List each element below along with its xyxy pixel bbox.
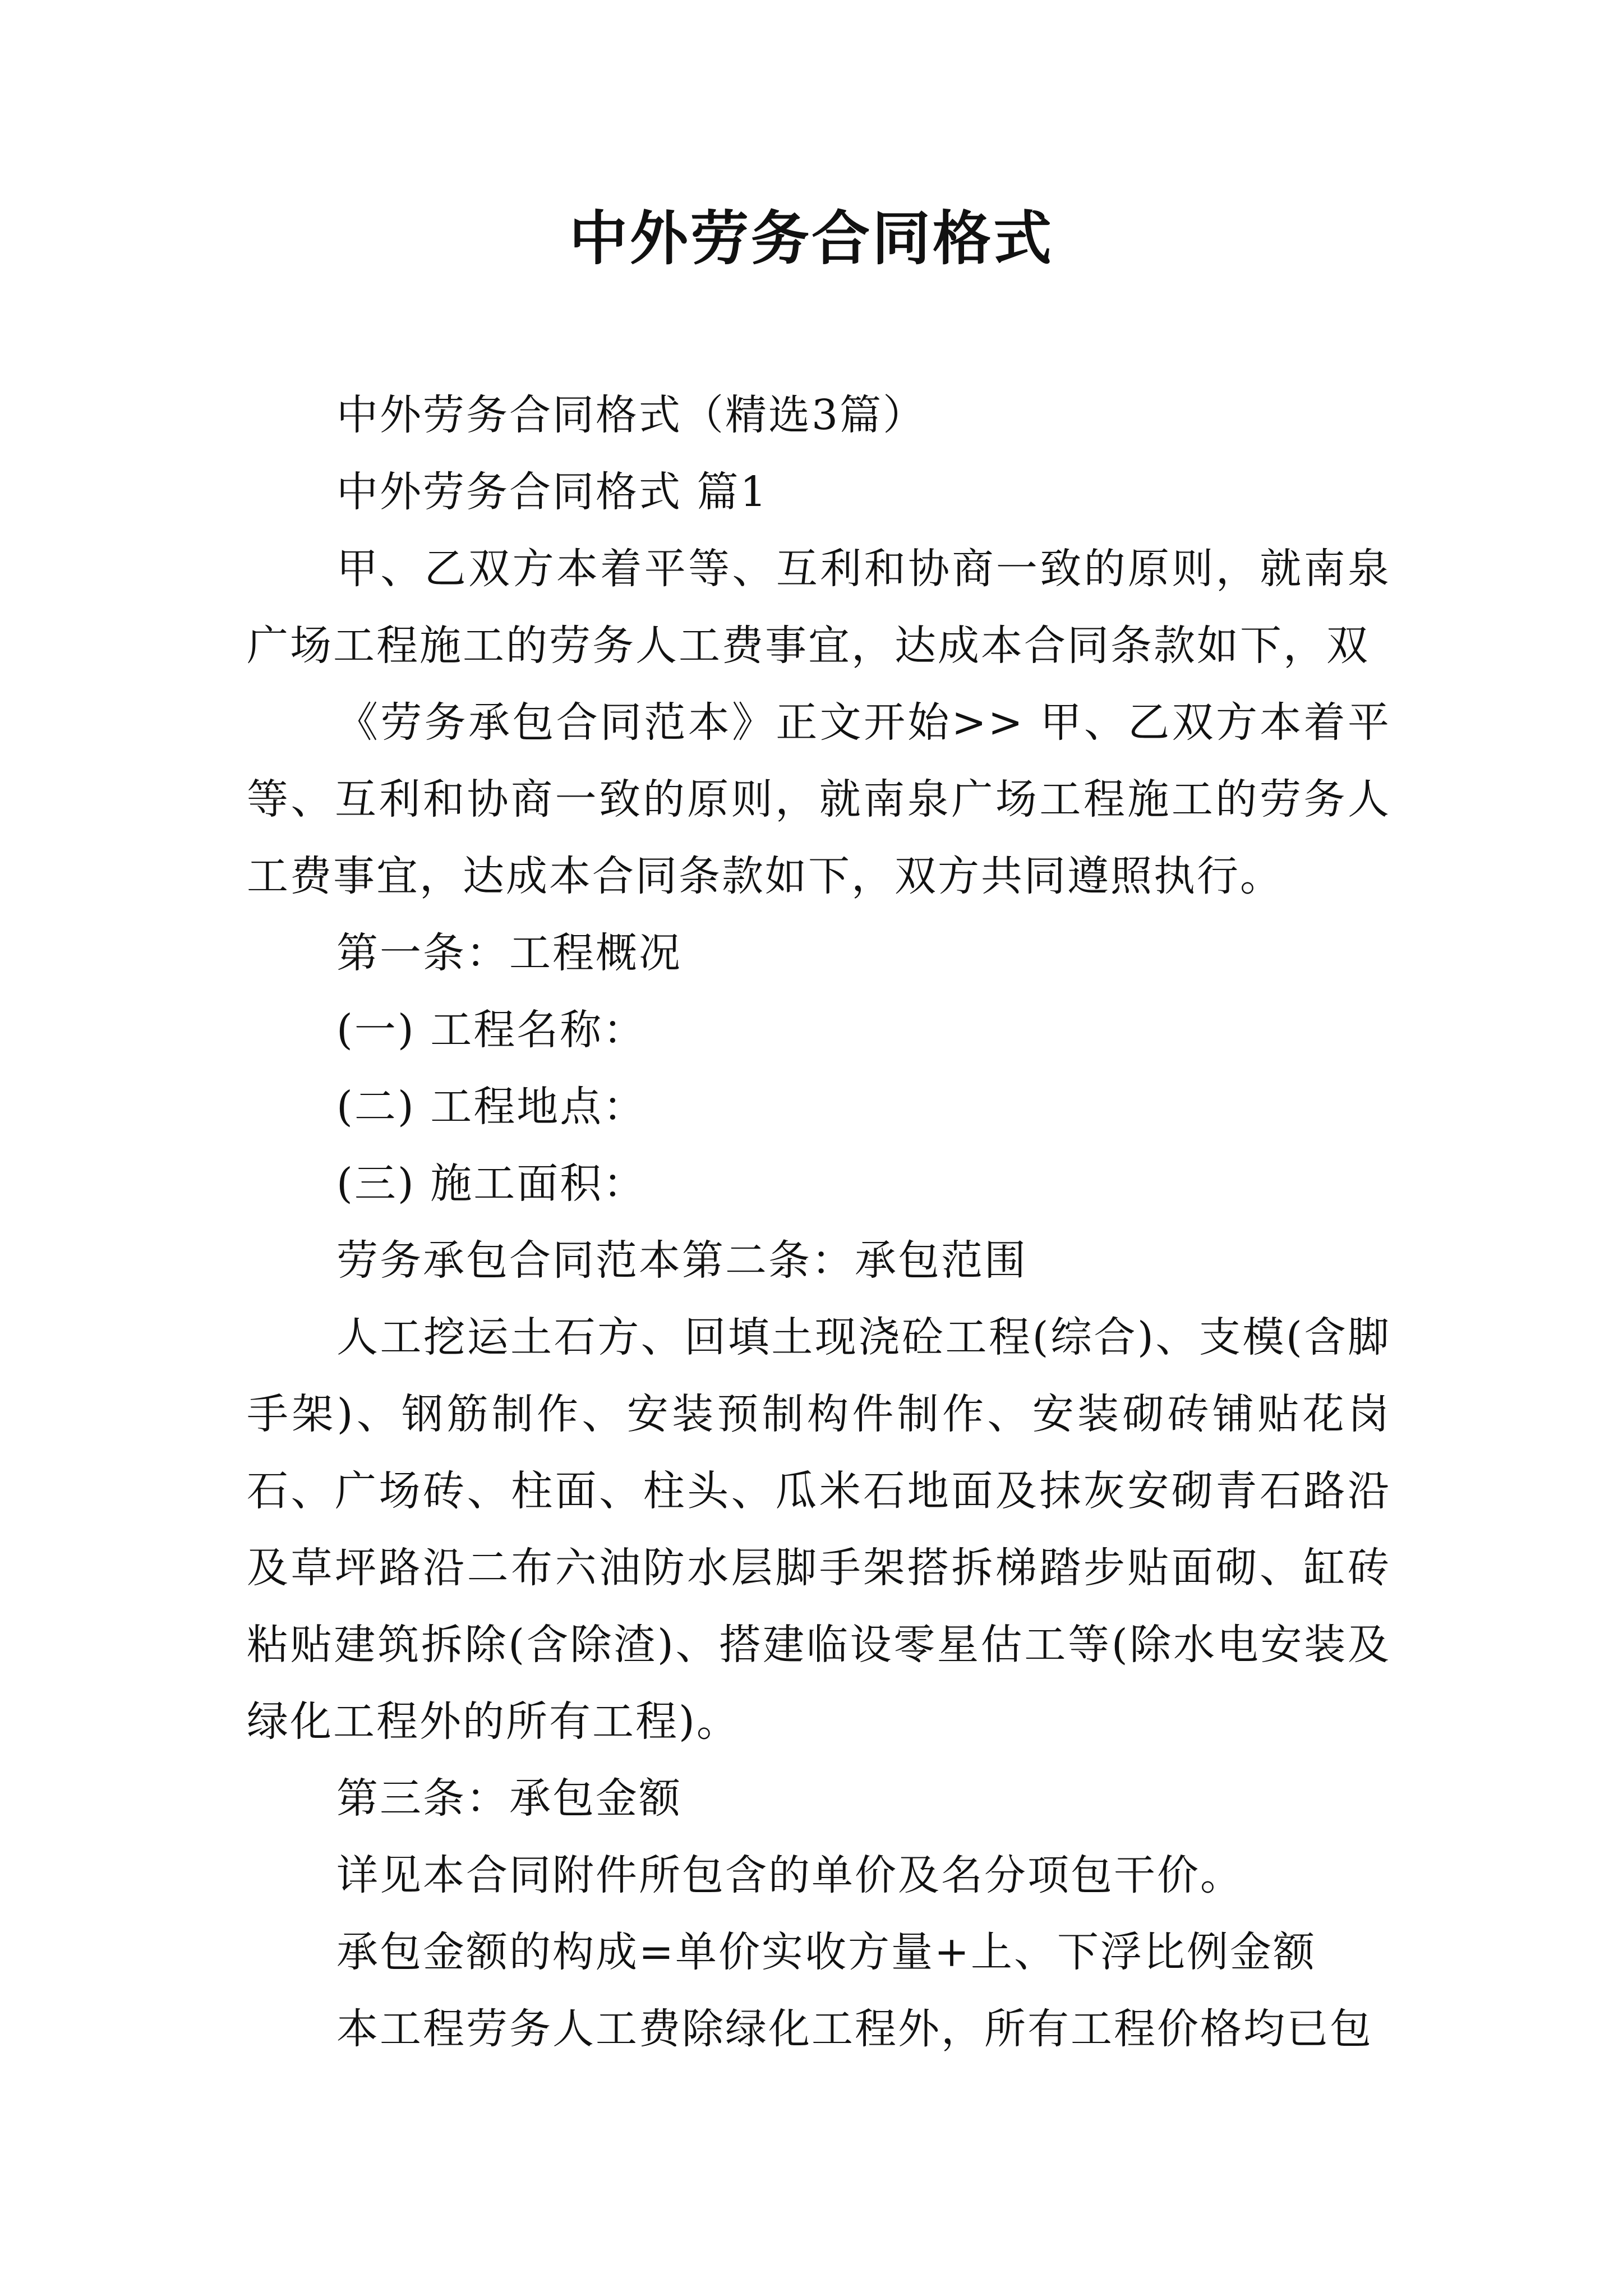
article-heading: 第三条：承包金额 bbox=[336, 1774, 682, 1823]
paragraph-section-heading: 中外劳务合同格式 篇1 bbox=[336, 468, 768, 516]
list-item: (一) 工程名称： bbox=[336, 1006, 647, 1054]
document-title: 中外劳务合同格式 bbox=[569, 204, 1054, 273]
paragraph: 人工挖运土石方、回填土现浇砼工程(综合)、支模(含脚手架)、钢筋制作、安装预制构件制作、安装砌砖铺贴花岗石、广场砖、柱面、柱头、瓜米石地面及抹灰安砌青石路沿及草坪路沿二布六油防水层脚手架搭拆梯踏步贴面砌、缸砖粘贴建筑拆除(含除渣)、搭建临设零星估工等(除水电安装及绿化工程外的所有工程)。 bbox=[247, 1313, 1391, 1746]
paragraph: 甲、乙双方本着平等、互利和协商一致的原则，就南泉广场工程施工的劳务人工费事宜，达成本合同条款如下，双 bbox=[247, 545, 1391, 670]
paragraph: 承包金额的构成=单价实收方量+上、下浮比例金额 bbox=[336, 1928, 1317, 1976]
paragraph: 《劳务承包合同范本》正文开始>> 甲、乙双方本着平等、互利和协商一致的原则，就南泉广场工程施工的劳务人工费事宜，达成本合同条款如下，双方共同遵照执行。 bbox=[247, 698, 1391, 900]
list-item: (三) 施工面积： bbox=[336, 1159, 647, 1208]
article-heading: 第一条：工程概况 bbox=[336, 929, 682, 977]
paragraph: 本工程劳务人工费除绿化工程外，所有工程价格均已包 bbox=[336, 2005, 1373, 2053]
document-body bbox=[247, 377, 1391, 2068]
article-heading: 劳务承包合同范本第二条：承包范围 bbox=[336, 1236, 1027, 1285]
list-item: (二) 工程地点： bbox=[336, 1083, 647, 1131]
paragraph: 详见本合同附件所包含的单价及名分项包干价。 bbox=[336, 1851, 1243, 1899]
paragraph-subtitle: 中外劳务合同格式（精选3篇） bbox=[336, 391, 926, 439]
